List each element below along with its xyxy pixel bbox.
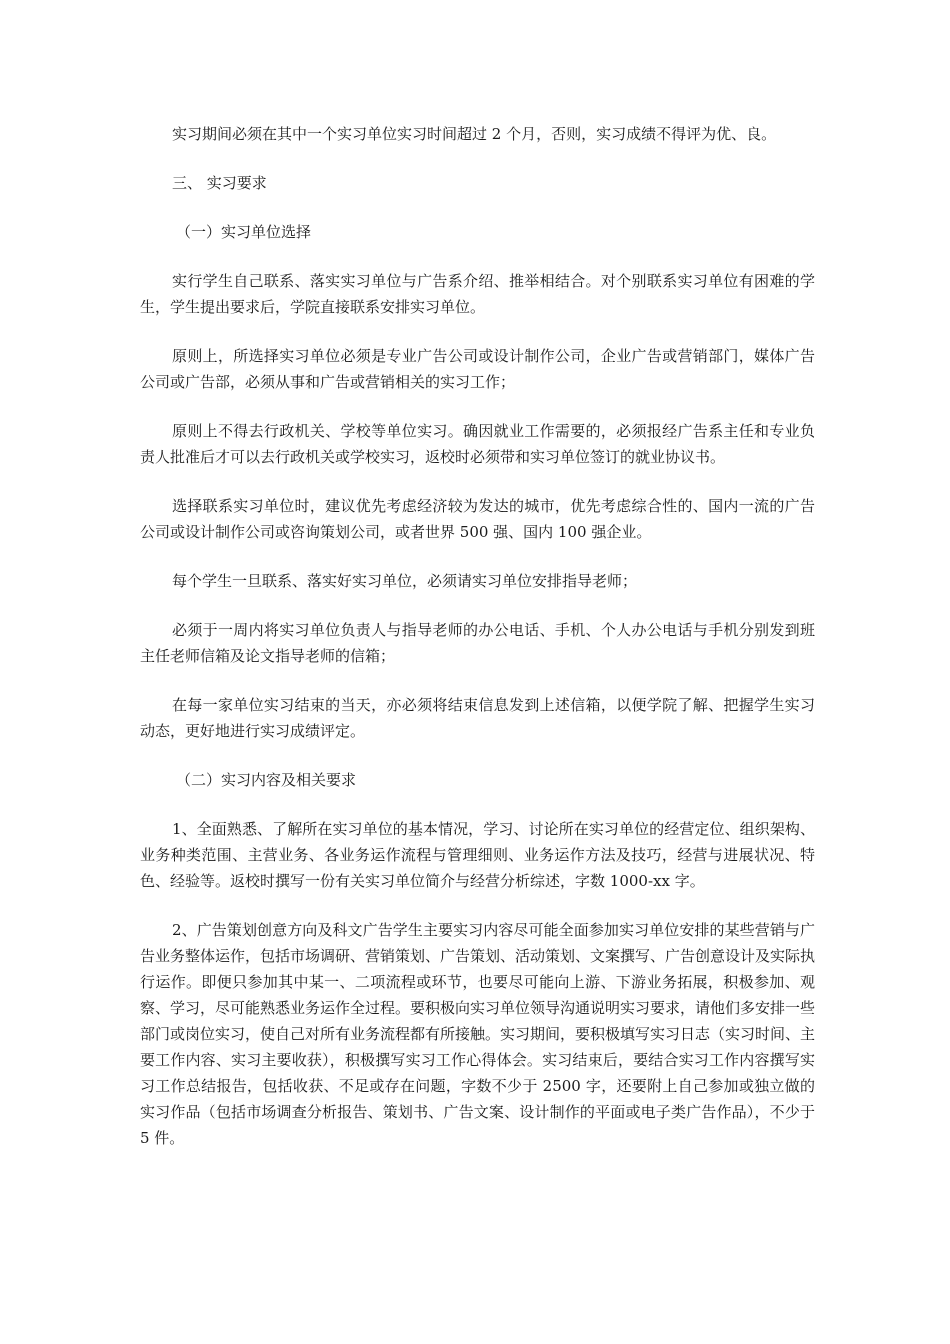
- paragraph: 1、全面熟悉、了解所在实习单位的基本情况，学习、讨论所在实习单位的经营定位、组织架构、业务种类范围、主营业务、各业务运作流程与管理细则、业务运作方法及技巧，经营与进展状况、特色、经验等。返校时撰写一份有关实习单位简介与经营分析综述，字数 1000-xx 字。: [140, 820, 815, 890]
- paragraph: 原则上，所选择实习单位必须是专业广告公司或设计制作公司，企业广告或营销部门，媒体广告公司或广告部，必须从事和广告或营销相关的实习工作；: [140, 347, 815, 391]
- section-heading-requirements: 三、 实习要求: [172, 174, 267, 192]
- subsection-heading-content-requirements: （二）实习内容及相关要求: [176, 771, 357, 789]
- paragraph: 选择联系实习单位时，建议优先考虑经济较为发达的城市，优先考虑综合性的、国内一流的广告公司或设计制作公司或咨询策划公司，或者世界 500 强、国内 100 强企业。: [140, 497, 815, 541]
- subsection-heading-unit-selection: （一）实习单位选择: [176, 223, 312, 241]
- paragraph: 实行学生自己联系、落实实习单位与广告系介绍、推举相结合。对个别联系实习单位有困难的学生，学生提出要求后，学院直接联系安排实习单位。: [140, 272, 815, 316]
- paragraph: 原则上不得去行政机关、学校等单位实习。确因就业工作需要的，必须报经广告系主任和专业负责人批准后才可以去行政机关或学校实习，返校时必须带和实习单位签订的就业协议书。: [140, 422, 815, 466]
- paragraph: 必须于一周内将实习单位负责人与指导老师的办公电话、手机、个人办公电话与手机分别发到班主任老师信箱及论文指导老师的信箱；: [140, 621, 815, 665]
- document-page: [140, 121, 815, 1174]
- intro-paragraph: 实习期间必须在其中一个实习单位实习时间超过 2 个月，否则，实习成绩不得评为优、良。: [172, 125, 777, 143]
- paragraph: 在每一家单位实习结束的当天，亦必须将结束信息发到上述信箱，以便学院了解、把握学生实习动态，更好地进行实习成绩评定。: [140, 696, 815, 740]
- paragraph: 2、广告策划创意方向及科文广告学生主要实习内容尽可能全面参加实习单位安排的某些营销与广告业务整体运作，包括市场调研、营销策划、广告策划、活动策划、文案撰写、广告创意设计及实际执行运作。即便只参加其中某一、二项流程或环节，也要尽可能向上游、下游业务拓展，积极参加、观察、学习，尽可能熟悉业务运作全过程。要积极向实习单位领导沟通说明实习要求，请他们多安排一些部门或岗位实习，使自己对所有业务流程都有所接触。实习期间，要积极填写实习日志（实习时间、主要工作内容、实习主要收获），积极撰写实习工作心得体会。实习结束后，要结合实习工作内容撰写实习工作总结报告，包括收获、不足或存在问题，字数不少于 2500 字，还要附上自己参加或独立做的实习作品（包括市场调查分析报告、策划书、广告文案、设计制作的平面或电子类广告作品），不少于 5 件。: [140, 921, 816, 1147]
- paragraph: 每个学生一旦联系、落实好实习单位，必须请实习单位安排指导老师；: [172, 572, 638, 590]
